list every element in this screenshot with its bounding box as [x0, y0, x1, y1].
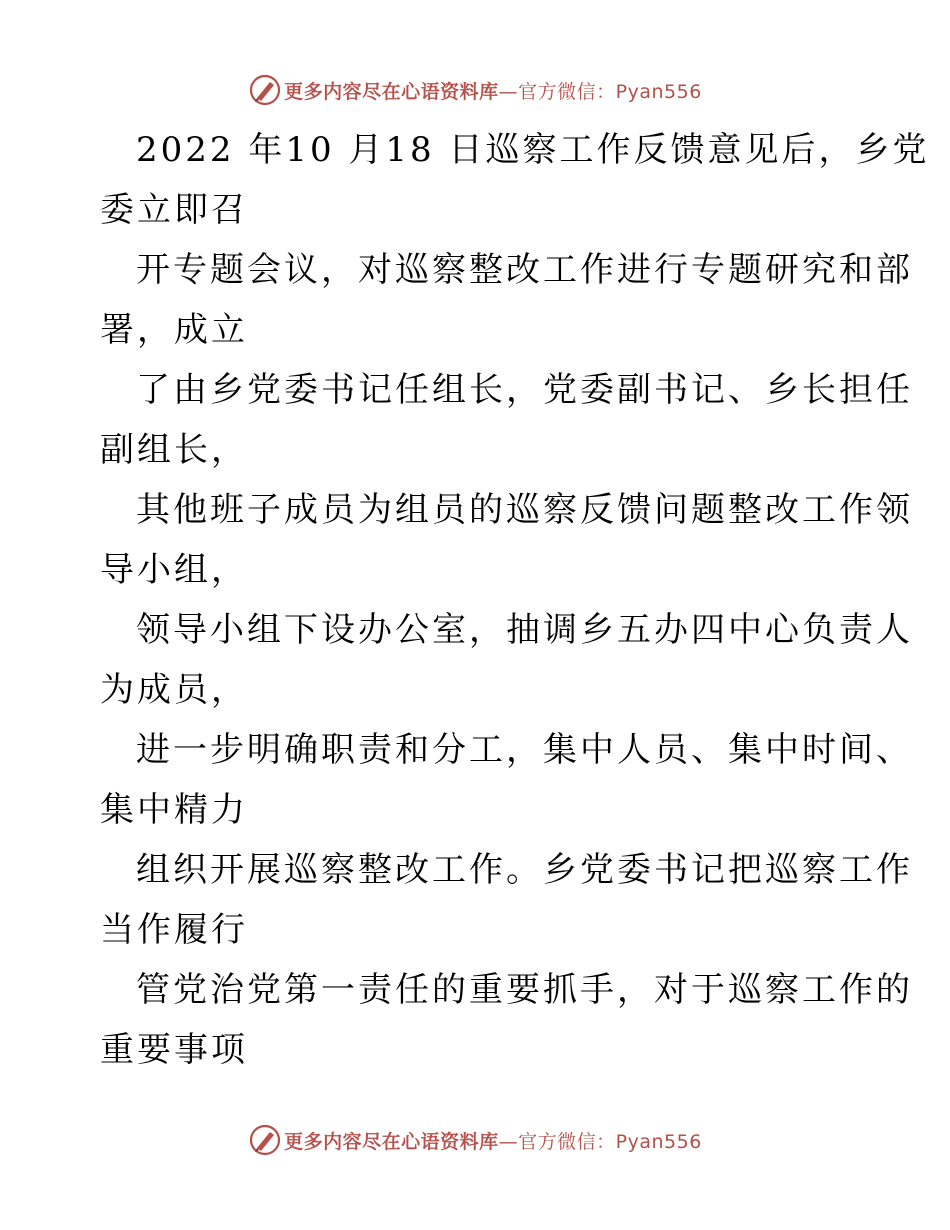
paragraph-continuation: 当作履行: [100, 910, 248, 950]
footer-watermark: [0, 1120, 950, 1160]
pen-logo-icon: [248, 1123, 282, 1157]
paragraph-line: 组织开展巡察整改工作。乡党委书记把巡察工作: [136, 850, 913, 890]
paragraph: [100, 120, 930, 240]
document-body: [100, 120, 930, 1080]
paragraph-line: 2022 年10 月18 日巡察工作反馈意见后，乡党: [136, 130, 930, 170]
paragraph-line: 进一步明确职责和分工，集中人员、集中时间、: [136, 730, 913, 770]
paragraph-continuation: 副组长，: [100, 430, 248, 470]
paragraph-continuation: 重要事项: [100, 1030, 248, 1070]
watermark-text: [284, 1127, 702, 1154]
watermark-contact: 官方微信：Pyan556: [518, 1130, 702, 1153]
paragraph: [100, 240, 913, 360]
paragraph: [100, 360, 913, 480]
paragraph-continuation: 集中精力: [100, 790, 248, 830]
watermark-separator: —: [498, 80, 519, 103]
paragraph-line: 开专题会议，对巡察整改工作进行专题研究和部: [136, 250, 913, 290]
paragraph: [100, 600, 913, 720]
watermark-separator: —: [498, 1130, 519, 1153]
paragraph-line: 其他班子成员为组员的巡察反馈问题整改工作领: [136, 490, 913, 530]
watermark-brand: 更多内容尽在心语资料库: [284, 80, 499, 103]
paragraph-continuation: 署，成立: [100, 310, 248, 350]
paragraph-continuation: 为成员，: [100, 670, 248, 710]
paragraph: [100, 960, 913, 1080]
watermark-contact: 官方微信：Pyan556: [518, 80, 702, 103]
paragraph: [100, 840, 913, 960]
paragraph-line: 管党治党第一责任的重要抓手，对于巡察工作的: [136, 970, 913, 1010]
watermark-brand: 更多内容尽在心语资料库: [284, 1130, 499, 1153]
paragraph-line: 领导小组下设办公室，抽调乡五办四中心负责人: [136, 610, 913, 650]
pen-logo-icon: [248, 73, 282, 107]
paragraph-continuation: 导小组，: [100, 550, 248, 590]
watermark-text: [284, 77, 702, 104]
paragraph-line: 了由乡党委书记任组长，党委副书记、乡长担任: [136, 370, 913, 410]
paragraph: [100, 720, 913, 840]
paragraph-continuation: 委立即召: [100, 190, 248, 230]
paragraph: [100, 480, 913, 600]
header-watermark: [0, 70, 950, 110]
